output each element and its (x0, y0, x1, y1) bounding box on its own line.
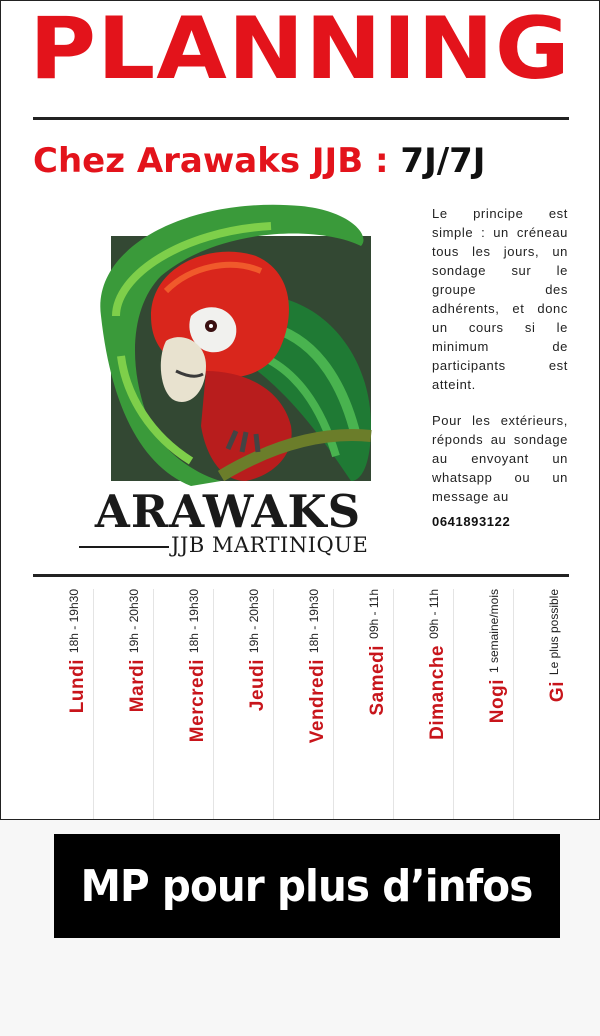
day-samedi: Samedi (367, 644, 388, 716)
brand-name: ARAWAKS (94, 485, 362, 538)
schedule-col-lundi (33, 589, 93, 819)
time-jeudi: 19h - 20h30 (247, 589, 261, 654)
schedule-col-vendredi (273, 589, 333, 819)
day-mercredi: Mercredi (187, 659, 208, 743)
time-lundi: 18h - 19h30 (67, 589, 81, 654)
time-mercredi: 18h - 19h30 (187, 589, 201, 654)
divider-bottom (33, 574, 569, 577)
time-dimanche: 09h - 11h (427, 589, 441, 639)
info-paragraph-principle: Le principe est simple : un créneau tous les jours, un sondage sur le groupe des adhérents, et donc un cours si le minimum de participants est atteint. (432, 206, 568, 392)
day-gi: Gi (547, 681, 568, 703)
time-samedi: 09h - 11h (367, 589, 381, 639)
schedule-col-mercredi (153, 589, 213, 819)
schedule-col-dimanche (393, 589, 453, 819)
schedule-col-samedi (333, 589, 393, 819)
poster-title: PLANNING (29, 0, 571, 99)
brand-subtitle: JJB MARTINIQUE (171, 533, 369, 557)
poster-subtitle (33, 137, 485, 185)
time-mardi: 19h - 20h30 (127, 589, 141, 654)
day-jeudi: Jeudi (247, 659, 268, 712)
schedule-col-jeudi (213, 589, 273, 819)
time-vendredi: 18h - 19h30 (307, 589, 321, 654)
divider-top (33, 117, 569, 120)
subtitle-frequency: 7J/7J (400, 141, 486, 181)
time-gi: Le plus possible (547, 589, 561, 676)
day-dimanche: Dimanche (427, 644, 448, 740)
subtitle-club: Chez Arawaks JJB : (33, 141, 401, 181)
contact-banner (54, 834, 560, 938)
schedule-col-gi (513, 589, 573, 819)
day-mardi: Mardi (127, 659, 148, 713)
banner-text: MP pour plus d’infos (81, 860, 533, 912)
brand-underline (79, 546, 169, 548)
day-nogi: Nogi (487, 679, 508, 724)
schedule-col-nogi (453, 589, 513, 819)
schedule-col-mardi (93, 589, 153, 819)
day-vendredi: Vendredi (307, 659, 328, 744)
day-lundi: Lundi (67, 659, 88, 714)
info-text (432, 204, 568, 548)
schedule-grid (33, 589, 569, 817)
info-paragraph-external: Pour les extérieurs, réponds au sondage au envoyant un whatsapp ou un message au (432, 413, 568, 504)
phone-number: 0641893122 (432, 514, 511, 529)
time-nogi: 1 semaine/mois (487, 589, 501, 674)
